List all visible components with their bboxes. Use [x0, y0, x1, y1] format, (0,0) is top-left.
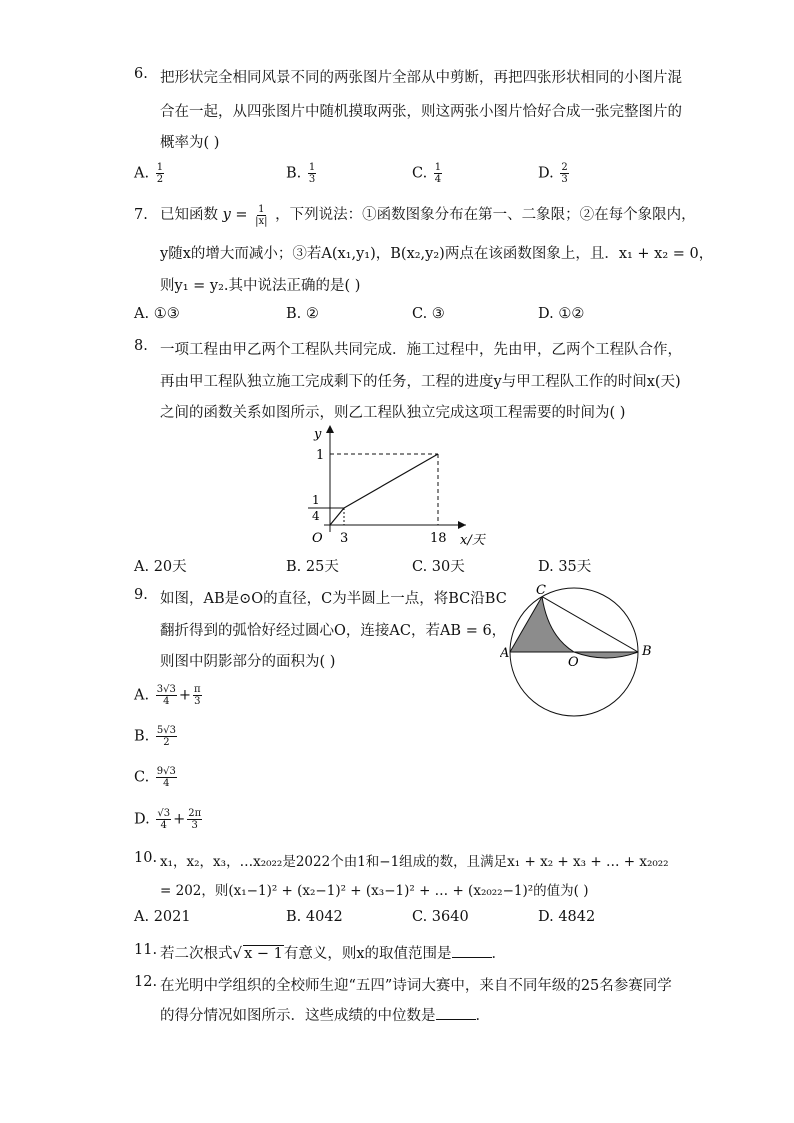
option-b[interactable]: B. $\frac{5√3}{2}$ — [134, 725, 176, 748]
option-label: B. — [286, 909, 302, 925]
question-text-line — [160, 1004, 490, 1025]
question-text-line: 则图中阴影部分的面积为( ) — [160, 654, 336, 670]
option-label: D. — [538, 559, 554, 575]
option-text: 3640 — [431, 909, 469, 925]
text-segment: 已知函数 — [160, 207, 218, 223]
option-label: C. — [134, 769, 150, 786]
circle-figure — [500, 578, 670, 720]
option-label: A. — [134, 306, 150, 322]
option-a[interactable] — [134, 306, 180, 322]
option-text: ③ — [431, 306, 445, 322]
answer-blank[interactable] — [452, 943, 492, 958]
y-tick-1: 1 — [316, 448, 325, 463]
question-text-line: = 202，则(x₁−1)² + (x₂−1)² + (x₃−1)² + … + (x₂₀₂₂−1)²的值为( ) — [160, 883, 589, 899]
option-a[interactable]: A. $\frac{3√3}{4}$ + $\frac{\pi}{3}$ — [134, 684, 201, 707]
question-text-line: 概率为( ) — [160, 135, 220, 151]
fraction-numerator: 2 — [561, 162, 568, 173]
option-label: D. — [538, 909, 554, 925]
option-b[interactable] — [286, 909, 343, 925]
segment-solo-work — [344, 454, 438, 508]
option-text: ② — [305, 306, 319, 322]
option-a[interactable] — [134, 162, 166, 185]
x-axis-label: x/天 — [460, 533, 485, 548]
question-text-line: 则y₁ = y₂.其中说法正确的是( ) — [160, 278, 361, 294]
question-number: 10. — [134, 850, 158, 866]
option-text: 35天 — [558, 559, 592, 575]
fraction-denominator: 3 — [561, 174, 568, 185]
option-d[interactable] — [538, 909, 595, 925]
option-c[interactable] — [412, 909, 469, 925]
shaded-region-left — [510, 597, 574, 652]
option-text: 25天 — [305, 559, 339, 575]
x-axis-arrow — [458, 521, 466, 529]
option-text: 4042 — [305, 909, 343, 925]
point-a-label: A — [500, 646, 510, 661]
fraction-denominator: 3 — [308, 174, 316, 185]
option-c[interactable] — [412, 555, 465, 576]
option-c[interactable] — [412, 306, 445, 322]
option-a[interactable] — [134, 909, 191, 925]
option-c[interactable]: C. $\frac{9√3}{4}$ — [134, 766, 176, 789]
question-number: 7. — [134, 207, 148, 223]
question-text-line: 在光明中学组织的全校师生迎“五四”诗词大赛中，来自不同年级的25名参赛同学 — [160, 978, 672, 994]
segment-joint-work — [330, 508, 344, 525]
fraction-numerator: 1 — [156, 162, 164, 173]
fraction-numerator: 1 — [258, 203, 265, 215]
option-b[interactable] — [286, 555, 339, 576]
option-label: B. — [286, 306, 302, 322]
option-text: 20天 — [153, 559, 187, 575]
question-text-line: 一项工程由甲乙两个工程队共同完成．施工过程中，先由甲，乙两个工程队合作， — [160, 342, 682, 358]
option-label: B. — [286, 165, 302, 182]
option-b[interactable] — [286, 162, 318, 185]
question-text-line: 如图，AB是⊙O的直径，C为半圆上一点，将BC沿BC — [160, 591, 507, 607]
option-text: 30天 — [431, 559, 465, 575]
text-segment: 有意义，则x的取值范围是 — [283, 946, 452, 962]
question-text-line: 合在一起，从四张图片中随机摸取两张，则这两张小图片恰好合成一张完整图片的 — [160, 104, 682, 120]
question-number: 12. — [134, 974, 158, 990]
x-tick-18: 18 — [430, 531, 447, 546]
origin-label: O — [312, 531, 323, 546]
y-tick-quarter-num: 1 — [312, 493, 320, 507]
option-text: 4842 — [558, 909, 596, 925]
y-tick-quarter-den: 4 — [312, 509, 320, 523]
fraction-denominator: |x| — [255, 215, 268, 227]
fraction-numerator: 1 — [434, 162, 442, 173]
option-d[interactable] — [538, 162, 571, 185]
option-d[interactable]: D. $\frac{√3}{4}$ + $\frac{2\pi}{3}$ — [134, 808, 202, 831]
progress-graph — [300, 420, 500, 550]
option-label: A. — [134, 687, 150, 704]
option-label: D. — [538, 306, 554, 322]
option-label: D. — [538, 165, 554, 182]
radicand: x − 1 — [244, 946, 283, 962]
question-text-line: 之间的函数关系如图所示，则乙工程队独立完成这项工程需要的时间为( ) — [160, 405, 626, 421]
option-text: ①② — [558, 306, 585, 322]
option-label: B. — [286, 559, 302, 575]
option-label: A. — [134, 909, 150, 925]
option-text: ①③ — [153, 306, 180, 322]
option-b[interactable] — [286, 306, 319, 322]
function-expression: y = — [222, 207, 248, 223]
option-label: A. — [134, 559, 150, 575]
option-label: C. — [412, 909, 428, 925]
option-label: C. — [412, 306, 428, 322]
point-o-label: O — [568, 655, 579, 670]
x-tick-3: 3 — [340, 531, 349, 546]
fraction-denominator: 2 — [156, 174, 164, 185]
question-text-line: 若二次根式√ x − 1有意义，则x的取值范围是 ． — [160, 944, 507, 962]
point-c-label: C — [536, 583, 546, 598]
question-text-line: 把形状完全相同风景不同的两张图片全部从中剪断，再把四张形状相同的小图片混 — [160, 70, 682, 86]
option-label: D. — [134, 811, 150, 828]
question-text-line: y随x的增大而减小；③若A(x₁,y₁)，B(x₂,y₂)两点在该函数图象上，且．x₁ + x₂ = 0， — [160, 246, 714, 262]
option-label: C. — [412, 165, 428, 182]
option-a[interactable] — [134, 555, 187, 576]
text-segment: ． — [475, 1008, 490, 1024]
answer-blank[interactable] — [436, 1005, 476, 1020]
y-axis-label: y — [314, 427, 322, 442]
text-segment: ． — [491, 946, 507, 962]
question-text-line: 翻折得到的弧恰好经过圆心O，连接AC，若AB = 6， — [160, 623, 507, 639]
question-number: 6. — [134, 66, 148, 82]
question-number: 8. — [134, 338, 148, 354]
option-label: B. — [134, 728, 150, 745]
text-segment: 若二次根式 — [160, 946, 233, 962]
fraction-numerator: 1 — [308, 162, 316, 173]
point-b-label: B — [642, 644, 652, 659]
option-d[interactable] — [538, 555, 591, 576]
question-text-line: 再由甲工程队独立施工完成剩下的任务，工程的进度y与甲工程队工作的时间x(天) — [160, 374, 681, 390]
question-number: 11. — [134, 942, 158, 958]
question-text-line: x₁，x₂，x₃，…x₂₀₂₂是2022个由1和−1组成的数，且满足x₁ + x₂ + x₃ + … + x₂₀₂₂ — [160, 854, 669, 870]
text-segment: ，下列说法：①函数图象分布在第一、二象限；②在每个象限内， — [275, 207, 696, 223]
option-d[interactable] — [538, 306, 584, 322]
option-c[interactable] — [412, 162, 444, 185]
option-label: A. — [134, 165, 150, 182]
text-segment: 的得分情况如图所示．这些成绩的中位数是 — [160, 1008, 436, 1024]
option-label: C. — [412, 559, 428, 575]
option-text: 2021 — [153, 909, 191, 925]
y-axis-arrow — [326, 425, 334, 433]
fraction-denominator: 4 — [434, 174, 442, 185]
question-text-line — [160, 203, 696, 227]
question-number: 9. — [134, 587, 148, 603]
